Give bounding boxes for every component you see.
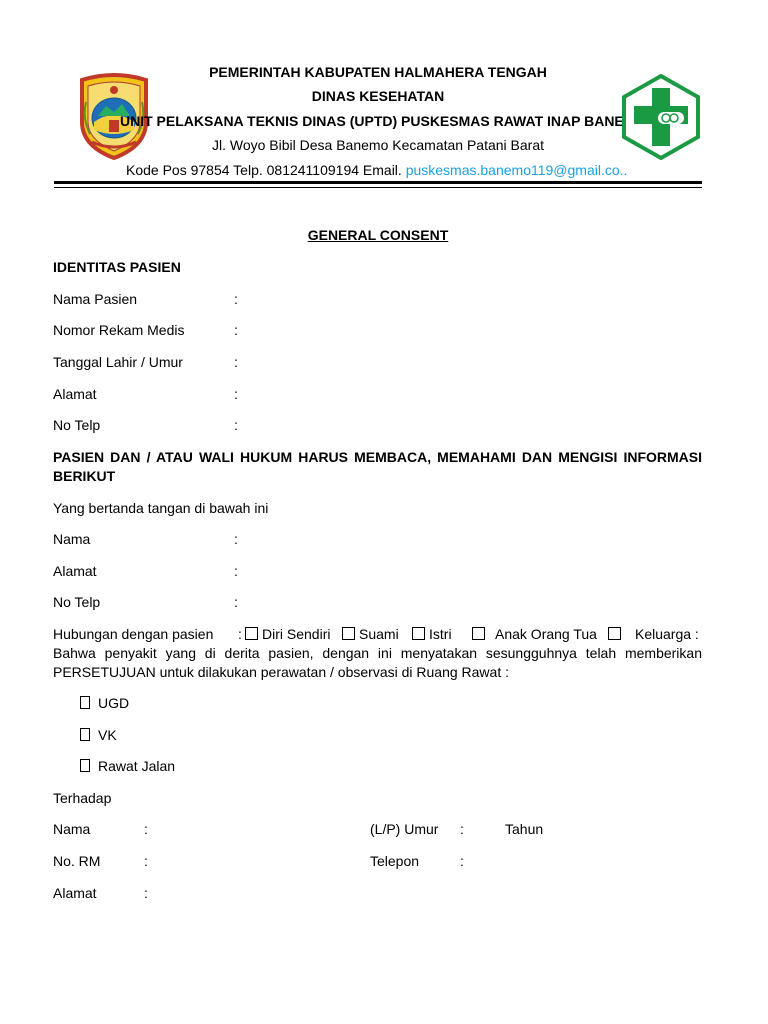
- field-colon: :: [234, 386, 238, 402]
- field-label: Tanggal Lahir / Umur: [53, 354, 183, 370]
- section-identitas-heading: IDENTITAS PASIEN: [53, 259, 181, 275]
- relationship-label: Hubungan dengan pasien: [53, 626, 214, 642]
- checkbox[interactable]: [412, 627, 425, 640]
- header-government: PEMERINTAH KABUPATEN HALMAHERA TENGAH: [209, 64, 547, 80]
- field-label: Alamat: [53, 386, 97, 402]
- field-colon: :: [234, 291, 238, 307]
- health-cross-logo: [620, 74, 702, 160]
- header-department: DINAS KESEHATAN: [311, 88, 445, 104]
- patient-rm-label: No. RM: [53, 853, 101, 869]
- header-email[interactable]: puskesmas.banemo119@gmail.co..: [405, 162, 628, 178]
- option-label: Diri Sendiri: [262, 626, 331, 642]
- relationship-option[interactable]: [245, 626, 330, 642]
- field-label: Nomor Rekam Medis: [53, 322, 185, 338]
- field-colon: :: [234, 563, 238, 579]
- statement-line-2: PERSETUJUAN untuk dilakukan perawatan / observasi di Ruang Rawat :: [53, 664, 509, 680]
- header-rule-thick: [54, 181, 702, 184]
- header-contact-text: Kode Pos 97854 Telp. 081241109194 Email.: [126, 162, 406, 178]
- terhadap-label: Terhadap: [53, 790, 112, 806]
- field-colon: :: [234, 322, 238, 338]
- option-label: Suami: [359, 626, 399, 642]
- header-address: Jl. Woyo Bibil Desa Banemo Kecamatan Patani Barat: [211, 137, 545, 153]
- header-unit: UNIT PELAKSANA TEKNIS DINAS (UPTD) PUSKESMAS RAWAT INAP BANE: [120, 113, 624, 129]
- statement-line-1: Bahwa penyakit yang di derita pasien, dengan ini menyatakan sesungguhnya telah memberikan: [53, 645, 702, 661]
- room-option[interactable]: [80, 695, 129, 711]
- patient-address-label: Alamat: [53, 885, 97, 901]
- option-label: Keluarga :: [635, 626, 699, 642]
- checkbox[interactable]: [80, 728, 90, 741]
- field-colon: :: [234, 531, 238, 547]
- patient-lp-age-colon: :: [460, 821, 464, 837]
- checkbox[interactable]: [80, 759, 90, 772]
- room-label: Rawat Jalan: [98, 758, 176, 774]
- undersigned-text: Yang bertanda tangan di bawah ini: [53, 500, 269, 516]
- relationship-colon: :: [238, 626, 242, 642]
- patient-phone-label: Telepon: [370, 853, 420, 869]
- instruction-line-2: BERIKUT: [53, 468, 116, 484]
- patient-name-label: Nama: [53, 821, 91, 837]
- room-label: VK: [98, 727, 117, 743]
- patient-name-colon: :: [144, 821, 148, 837]
- relationship-option[interactable]: [342, 626, 399, 642]
- room-label: UGD: [98, 695, 130, 711]
- field-colon: :: [234, 594, 238, 610]
- checkbox[interactable]: [342, 627, 355, 640]
- patient-address-colon: :: [144, 885, 148, 901]
- room-option[interactable]: [80, 758, 175, 774]
- field-label: No Telp: [53, 417, 101, 433]
- option-label: Istri: [429, 626, 452, 642]
- patient-age-unit: Tahun: [505, 821, 544, 837]
- checkbox[interactable]: [608, 627, 621, 640]
- relationship-option[interactable]: [412, 626, 452, 642]
- field-label: Alamat: [53, 563, 97, 579]
- patient-lp-age-label: (L/P) Umur: [370, 821, 439, 837]
- checkbox[interactable]: [80, 696, 90, 709]
- instruction-line-1: PASIEN DAN / ATAU WALI HUKUM HARUS MEMBACA, MEMAHAMI DAN MENGISI INFORMASI: [53, 449, 702, 465]
- relationship-option[interactable]: [472, 626, 597, 642]
- field-label: Nama Pasien: [53, 291, 138, 307]
- checkbox[interactable]: [472, 627, 485, 640]
- checkbox[interactable]: [245, 627, 258, 640]
- field-label: Nama: [53, 531, 91, 547]
- header-contact: [126, 162, 627, 178]
- relationship-option[interactable]: [608, 626, 699, 642]
- field-colon: :: [234, 417, 238, 433]
- document-title: GENERAL CONSENT: [307, 227, 449, 243]
- patient-rm-colon: :: [144, 853, 148, 869]
- header-rule-thin: [54, 187, 702, 188]
- room-option[interactable]: [80, 727, 117, 743]
- field-colon: :: [234, 354, 238, 370]
- patient-phone-colon: :: [460, 853, 464, 869]
- field-label: No Telp: [53, 594, 101, 610]
- option-label: Anak Orang Tua: [495, 626, 597, 642]
